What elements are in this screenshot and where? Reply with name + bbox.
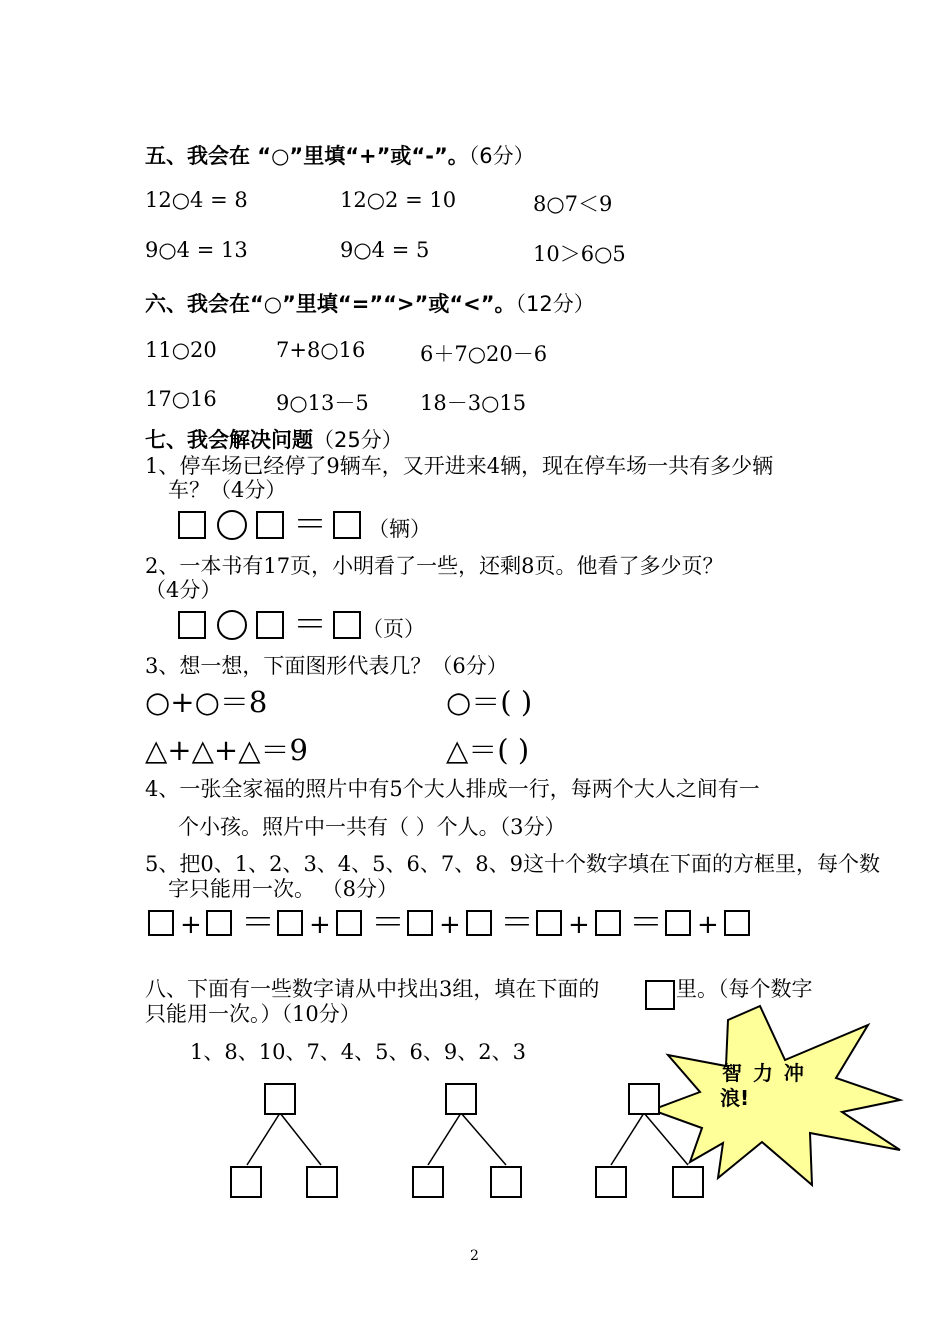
plus-sign: + <box>697 910 719 940</box>
s6-item-1: 11○20 <box>145 338 217 362</box>
bond-right-box[interactable] <box>306 1166 338 1198</box>
q3-equation-1: ○+○＝8 <box>145 685 268 719</box>
bond-right-box[interactable] <box>672 1166 704 1198</box>
q3-answer-1[interactable]: ○＝( ) <box>446 685 533 719</box>
equals-sign: ＝ <box>629 903 663 943</box>
q2-unit: （页） <box>362 617 425 641</box>
bond-top-box[interactable] <box>445 1083 477 1115</box>
section-8-line-1a: 八、下面有一些数字请从中找出3组，填在下面的 <box>145 977 600 1001</box>
badge-text-1: 智 力 冲 <box>722 1061 806 1085</box>
q3-title: 3、想一想，下面图形代表几？（6分） <box>145 654 508 678</box>
number-list: 1、8、10、7、4、5、6、9、2、3 <box>190 1040 526 1064</box>
q3-equation-2: △+△+△＝9 <box>145 733 308 767</box>
badge-text-2: 浪! <box>720 1086 750 1110</box>
q2-line-2: （4分） <box>145 578 222 602</box>
section-8-line-2: 只能用一次。）（10分） <box>145 1002 361 1026</box>
bond-left-box[interactable] <box>230 1166 262 1198</box>
section-7-title: 七、我会解决问题（25分） <box>145 428 403 452</box>
s6-item-3: 6＋7○20－6 <box>420 342 548 366</box>
bond-left-box[interactable] <box>412 1166 444 1198</box>
q1-line-1: 1、停车场已经停了9辆车，又开进来4辆，现在停车场一共有多少辆 <box>145 454 774 478</box>
s6-item-5: 9○13－5 <box>276 391 369 415</box>
section-5-title: 五、我会在 “○”里填“+”或“-”。（6分） <box>145 144 535 168</box>
equals-sign: ＝ <box>371 903 405 943</box>
q3-answer-2[interactable]: △＝( ) <box>446 733 530 767</box>
q2-line-1: 2、一本书有17页，小明看了一些，还剩8页。他看了多少页？ <box>145 554 724 578</box>
s6-item-6: 18－3○15 <box>420 391 527 415</box>
starburst-shape <box>652 1006 900 1185</box>
q5-line-1: 5、把0、1、2、3、4、5、6、7、8、9这十个数字填在下面的方框里，每个数 <box>145 852 880 876</box>
q1-line-2: 车？（4分） <box>168 478 287 502</box>
s5-item-4: 9○4 = 13 <box>145 238 248 262</box>
equals-sign: ＝ <box>293 605 327 645</box>
equals-sign: ＝ <box>241 903 275 943</box>
s5-item-3: 8○7＜9 <box>533 192 613 216</box>
s5-item-2: 12○2 = 10 <box>340 188 457 212</box>
s6-item-4: 17○16 <box>145 387 217 411</box>
bond-top-box[interactable] <box>628 1083 660 1115</box>
bond-top-box[interactable] <box>264 1083 296 1115</box>
s5-item-5: 9○4 = 5 <box>340 238 430 262</box>
plus-sign: + <box>309 910 331 940</box>
plus-sign: + <box>180 910 202 940</box>
plus-sign: + <box>568 910 590 940</box>
equals-sign: ＝ <box>293 505 327 545</box>
plus-sign: + <box>439 910 461 940</box>
q1-unit: （辆） <box>368 517 431 541</box>
page-number: 2 <box>470 1248 479 1264</box>
q4-line-1: 4、一张全家福的照片中有5个大人排成一行，每两个大人之间有一 <box>145 777 760 801</box>
q5-line-2: 字只能用一次。 （8分） <box>168 877 399 901</box>
s5-item-6: 10＞6○5 <box>533 242 626 266</box>
bond-left-box[interactable] <box>595 1166 627 1198</box>
q4-line-2: 个小孩。照片中一共有（ ）个人。（3分） <box>178 815 566 839</box>
s5-item-1: 12○4 = 8 <box>145 188 248 212</box>
bond-right-box[interactable] <box>490 1166 522 1198</box>
s6-item-2: 7+8○16 <box>276 338 366 362</box>
equals-sign: ＝ <box>500 903 534 943</box>
section-8-line-1b: 里。（每个数字 <box>676 977 813 1001</box>
section-6-title: 六、我会在“○”里填“=”“>”或“<”。（12分） <box>145 292 595 316</box>
